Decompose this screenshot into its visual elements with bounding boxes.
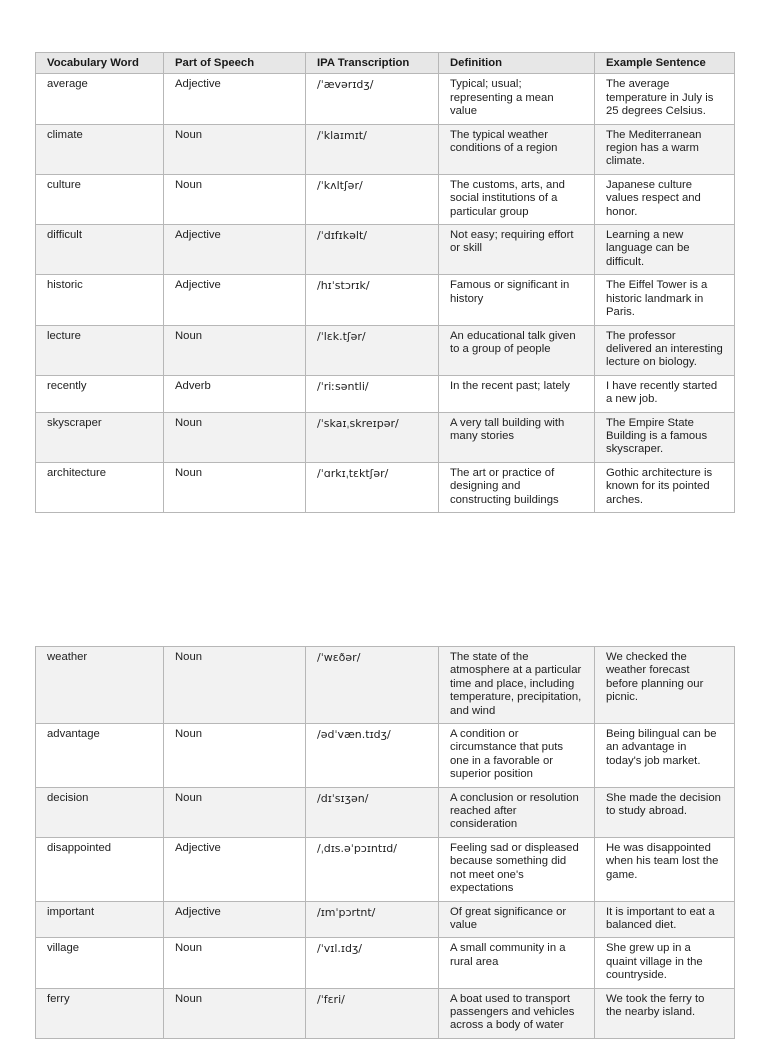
table-row bbox=[36, 787, 735, 837]
cell-part-of-speech: Noun bbox=[164, 988, 306, 1038]
cell-part-of-speech: Adjective bbox=[164, 225, 306, 275]
cell-example-sentence: He was disappointed when his team lost the game. bbox=[595, 837, 735, 901]
table-row bbox=[36, 412, 735, 462]
cell-example-sentence: The Eiffel Tower is a historic landmark in Paris. bbox=[595, 275, 735, 325]
cell-word: disappointed bbox=[36, 837, 164, 901]
cell-definition: Typical; usual; representing a mean value bbox=[439, 74, 595, 124]
cell-definition: Feeling sad or displeased because something did not meet one's expectations bbox=[439, 837, 595, 901]
table-body bbox=[36, 647, 735, 1039]
cell-ipa: /ˈkʌltʃər/ bbox=[306, 174, 439, 224]
vocabulary-table-2 bbox=[35, 646, 735, 1039]
cell-word: architecture bbox=[36, 462, 164, 512]
cell-definition: The customs, arts, and social institutions of a particular group bbox=[439, 174, 595, 224]
cell-definition: Famous or significant in history bbox=[439, 275, 595, 325]
cell-part-of-speech: Noun bbox=[164, 174, 306, 224]
cell-example-sentence: We checked the weather forecast before planning our picnic. bbox=[595, 647, 735, 724]
cell-definition: Of great significance or value bbox=[439, 901, 595, 938]
cell-definition: A boat used to transport passengers and vehicles across a body of water bbox=[439, 988, 595, 1038]
cell-example-sentence: I have recently started a new job. bbox=[595, 375, 735, 412]
table-row bbox=[36, 837, 735, 901]
cell-part-of-speech: Noun bbox=[164, 325, 306, 375]
cell-ipa: /ˈwɛðər/ bbox=[306, 647, 439, 724]
cell-part-of-speech: Noun bbox=[164, 124, 306, 174]
cell-word: lecture bbox=[36, 325, 164, 375]
cell-example-sentence: It is important to eat a balanced diet. bbox=[595, 901, 735, 938]
cell-example-sentence: She made the decision to study abroad. bbox=[595, 787, 735, 837]
cell-ipa: /ˈskaɪˌskreɪpər/ bbox=[306, 412, 439, 462]
header-part-of-speech: Part of Speech bbox=[164, 53, 306, 74]
cell-ipa: /ˈɑrkɪˌtɛktʃər/ bbox=[306, 462, 439, 512]
table-row bbox=[36, 124, 735, 174]
cell-definition: A conclusion or resolution reached after consideration bbox=[439, 787, 595, 837]
header-row bbox=[36, 53, 735, 74]
cell-word: decision bbox=[36, 787, 164, 837]
cell-example-sentence: The average temperature in July is 25 degrees Celsius. bbox=[595, 74, 735, 124]
cell-word: recently bbox=[36, 375, 164, 412]
table-row bbox=[36, 375, 735, 412]
cell-ipa: /hɪˈstɔrɪk/ bbox=[306, 275, 439, 325]
cell-ipa: /ˈævərɪdʒ/ bbox=[306, 74, 439, 124]
cell-ipa: /ˈklaɪmɪt/ bbox=[306, 124, 439, 174]
cell-ipa: /ˈvɪl.ɪdʒ/ bbox=[306, 938, 439, 988]
header-example-sentence: Example Sentence bbox=[595, 53, 735, 74]
cell-word: skyscraper bbox=[36, 412, 164, 462]
table-row bbox=[36, 724, 735, 788]
cell-example-sentence: The professor delivered an interesting lecture on biology. bbox=[595, 325, 735, 375]
cell-ipa: /dɪˈsɪʒən/ bbox=[306, 787, 439, 837]
table-row bbox=[36, 938, 735, 988]
cell-ipa: /ˈlɛk.tʃər/ bbox=[306, 325, 439, 375]
cell-example-sentence: We took the ferry to the nearby island. bbox=[595, 988, 735, 1038]
cell-example-sentence: Gothic architecture is known for its pointed arches. bbox=[595, 462, 735, 512]
cell-word: average bbox=[36, 74, 164, 124]
cell-ipa: /ˈdɪfɪkəlt/ bbox=[306, 225, 439, 275]
cell-word: important bbox=[36, 901, 164, 938]
table-row bbox=[36, 275, 735, 325]
vocabulary-table-1 bbox=[35, 52, 735, 513]
cell-example-sentence: Japanese culture values respect and honor. bbox=[595, 174, 735, 224]
cell-part-of-speech: Noun bbox=[164, 462, 306, 512]
cell-word: culture bbox=[36, 174, 164, 224]
cell-part-of-speech: Adjective bbox=[164, 837, 306, 901]
table-row bbox=[36, 901, 735, 938]
table-row bbox=[36, 462, 735, 512]
cell-definition: A small community in a rural area bbox=[439, 938, 595, 988]
cell-word: ferry bbox=[36, 988, 164, 1038]
cell-definition: An educational talk given to a group of people bbox=[439, 325, 595, 375]
table-row bbox=[36, 225, 735, 275]
cell-part-of-speech: Noun bbox=[164, 787, 306, 837]
cell-ipa: /ˌdɪs.əˈpɔɪntɪd/ bbox=[306, 837, 439, 901]
cell-example-sentence: The Empire State Building is a famous skyscraper. bbox=[595, 412, 735, 462]
cell-word: climate bbox=[36, 124, 164, 174]
cell-part-of-speech: Noun bbox=[164, 938, 306, 988]
table-row bbox=[36, 74, 735, 124]
cell-definition: In the recent past; lately bbox=[439, 375, 595, 412]
cell-part-of-speech: Adjective bbox=[164, 901, 306, 938]
table-row bbox=[36, 174, 735, 224]
cell-part-of-speech: Adverb bbox=[164, 375, 306, 412]
cell-example-sentence: She grew up in a quaint village in the countryside. bbox=[595, 938, 735, 988]
cell-ipa: /ˈfɛri/ bbox=[306, 988, 439, 1038]
cell-word: historic bbox=[36, 275, 164, 325]
table-row bbox=[36, 325, 735, 375]
cell-ipa: /ədˈvæn.tɪdʒ/ bbox=[306, 724, 439, 788]
cell-part-of-speech: Noun bbox=[164, 724, 306, 788]
header-ipa-transcription: IPA Transcription bbox=[306, 53, 439, 74]
cell-definition: A condition or circumstance that puts one in a favorable or superior position bbox=[439, 724, 595, 788]
cell-example-sentence: Being bilingual can be an advantage in today's job market. bbox=[595, 724, 735, 788]
table-row bbox=[36, 988, 735, 1038]
cell-definition: Not easy; requiring effort or skill bbox=[439, 225, 595, 275]
cell-definition: The art or practice of designing and constructing buildings bbox=[439, 462, 595, 512]
cell-part-of-speech: Adjective bbox=[164, 74, 306, 124]
cell-word: advantage bbox=[36, 724, 164, 788]
cell-word: village bbox=[36, 938, 164, 988]
table-header bbox=[36, 53, 735, 74]
cell-definition: The typical weather conditions of a region bbox=[439, 124, 595, 174]
cell-word: difficult bbox=[36, 225, 164, 275]
table-body bbox=[36, 74, 735, 513]
table-row bbox=[36, 647, 735, 724]
cell-ipa: /ɪmˈpɔrtnt/ bbox=[306, 901, 439, 938]
cell-part-of-speech: Noun bbox=[164, 412, 306, 462]
cell-ipa: /ˈriːsəntli/ bbox=[306, 375, 439, 412]
cell-definition: A very tall building with many stories bbox=[439, 412, 595, 462]
cell-example-sentence: The Mediterranean region has a warm climate. bbox=[595, 124, 735, 174]
cell-part-of-speech: Adjective bbox=[164, 275, 306, 325]
header-vocabulary-word: Vocabulary Word bbox=[36, 53, 164, 74]
cell-part-of-speech: Noun bbox=[164, 647, 306, 724]
header-definition: Definition bbox=[439, 53, 595, 74]
cell-definition: The state of the atmosphere at a particular time and place, including temperature, precipitation, and wind bbox=[439, 647, 595, 724]
cell-example-sentence: Learning a new language can be difficult. bbox=[595, 225, 735, 275]
cell-word: weather bbox=[36, 647, 164, 724]
